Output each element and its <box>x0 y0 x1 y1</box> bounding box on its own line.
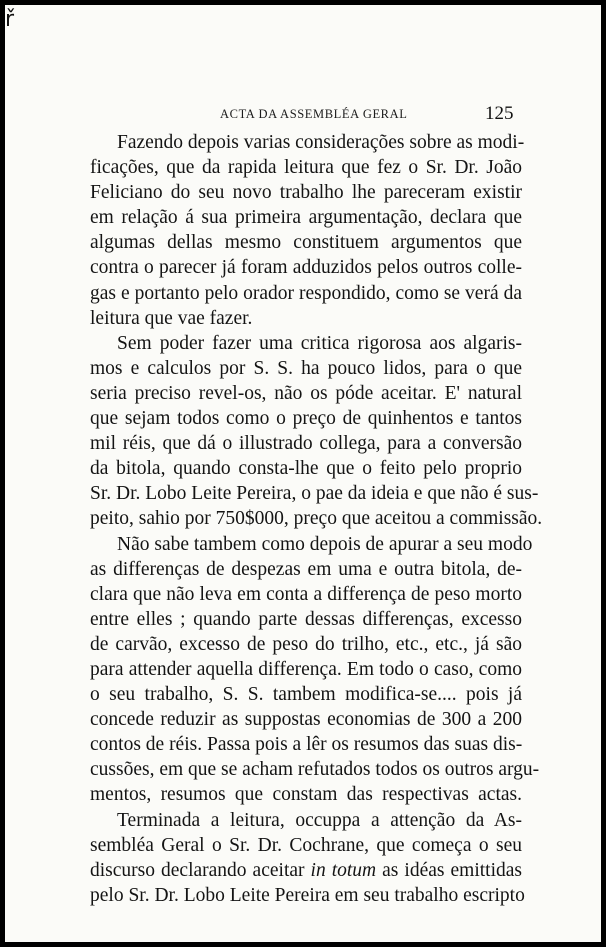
text-line: mentos, resumos que constam das respectivas actas. <box>90 784 522 806</box>
book-page <box>5 5 601 942</box>
text-line: seria preciso revel-os, não os póde aceitar. E' natural <box>90 382 522 404</box>
text-line: clara que não leva em conta a differença de peso morto <box>90 583 522 605</box>
text-line: ficações, que da rapida leitura que fez o Sr. Dr. João <box>90 157 522 179</box>
text-line: Sem poder fazer uma critica rigorosa aos algaris- <box>117 332 522 354</box>
text-line: concede reduzir as suppostas economias de 300 a 200 <box>90 709 522 731</box>
text-line: mil réis, que dá o illustrado collega, para a conversão <box>90 433 522 455</box>
text-line: para attender aquella differença. Em todo o caso, como <box>90 658 522 680</box>
text-segment: as idéas emittidas <box>382 859 522 881</box>
text-line: gas e portanto pelo orador respondido, como se verá da <box>90 282 522 304</box>
text-segment: discurso declarando aceitar <box>90 859 305 881</box>
text-line: Terminada a leitura, occuppa a attenção da As- <box>117 809 522 831</box>
text-line: entre elles ; quando parte dessas differenças, excesso <box>90 608 522 630</box>
text-line: contra o parecer já foram adduzidos pelos outros colle- <box>90 257 522 279</box>
text-line: mos e calculos por S. S. ha pouco lidos, para o que <box>90 357 522 379</box>
text-line: leitura que vae fazer. <box>90 307 253 329</box>
italic-phrase: in totum <box>310 859 377 881</box>
page-header <box>5 105 601 127</box>
text-line <box>90 858 522 883</box>
text-line: pelo Sr. Dr. Lobo Leite Pereira em seu trabalho escripto <box>90 884 525 906</box>
text-line: Fazendo depois varias considerações sobre as modi- <box>117 132 525 153</box>
text-line: Não sabe tambem como depois de apurar a seu modo <box>117 533 533 555</box>
body-text <box>90 130 543 908</box>
text-line: o seu trabalho, S. S. tambem modifica-se.... pois já <box>90 684 522 706</box>
page-number: 125 <box>485 103 514 124</box>
running-title: ACTA DA ASSEMBLÉA GERAL <box>220 107 408 121</box>
text-line: cussões, em que se acham refutados todos os outros argu- <box>90 759 540 781</box>
scan-corner-mark: ř <box>5 7 15 32</box>
text-line: da bitola, quando consta-lhe que o feito pelo proprio <box>90 458 522 480</box>
text-line: que sejam todos como o preço de quinhentos e tantos <box>90 408 522 430</box>
text-line: peito, sahio por 750$000, preço que aceitou a commissão. <box>90 508 543 530</box>
text-line: as differenças de despezas em uma e outra bitola, de- <box>90 558 522 580</box>
text-line: Feliciano do seu novo trabalho lhe pareceram existir <box>90 182 522 204</box>
text-line: de carvão, excesso de peso do trilho, etc., etc., já são <box>90 633 522 655</box>
text-line: em relação á sua primeira argumentação, declara que <box>90 207 522 229</box>
text-line: sembléa Geral o Sr. Dr. Cochrane, que começa o seu <box>90 834 522 856</box>
text-line: Sr. Dr. Lobo Leite Pereira, o pae da ideia e que não é sus- <box>90 483 539 505</box>
text-line: contos de réis. Passa pois a lêr os resumos das suas dis- <box>90 734 523 756</box>
text-line: algumas dellas mesmo constituem argumentos que <box>90 232 522 254</box>
